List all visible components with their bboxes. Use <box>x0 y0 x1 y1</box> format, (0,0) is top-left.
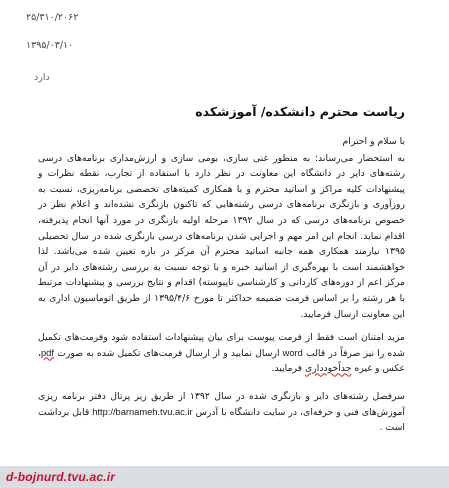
format-note-text-2: ارسال نمایید و از ارسال فرمت‌های تکمیل شده به صورت <box>57 347 280 359</box>
site-watermark: d-bojnurd.tvu.ac.ir <box>6 470 116 484</box>
format-note-text-3: ، عکس و غیره <box>38 347 405 375</box>
letter-paragraph-main: به استحضار می‌رساند: به منظور غنی سازی، بومی سازی و ارزش‌مداری برنامه‌های درسی رشته‌های دایر در دانشگاه این معاونت در نظر دارد با استفاده از تجارب، نقطه نظرات و پیشنهادات کلیه مراکز و اساتید محترم و با همکاری کمیته‌های تخصصی برنامه‌ریزی، نسبت به روزآوری و بازنگری برنامه‌های درسی رشته‌هایی که تاکنون بازنگری نشده‌اند و اعلام نظر در خصوص برنامه‌های درسی که در سال ۱۳۹۲ مرحله اولیه بازنگری در مورد آنها انجام پذیرفته، اقدام نماید. انجام این امر مهم و اجرایی شدن برنامه‌های درسی بازنگری شده در سال تحصیلی ۱۳۹۵ نیازمند همکاری همه جانبه اساتید محترم آن مرکز در بازه تعیین شده می‌باشد. لذا خواهشمند است با بهره‌گیری از اساتید خبره و با توجه نسبت به بررسی رشته‌های دایر در آن مرکز اعم از دوره‌های کاردانی و کارشناسی ناپیوسته) اقدام و نتایج بررسی و پیشنهادات مرتبط با هر رشته را بر اساس فرمت ضمیمه حداکثر تا مورخ ۱۳۹۵/۴/۶ از طریق اتوماسیون اداری به این معاونت ارسال فرمایید. <box>38 152 405 320</box>
format-note-text-1: مزید امتنان است فقط از فرمت پیوست برای بیان پیشنهادات استفاده شود وفرمت‌های تکمیل شده را نیز صرفاً در قالب <box>38 332 405 359</box>
letter-paragraph-syllabus <box>38 389 405 436</box>
format-note-text-4: فرمایید. <box>271 363 303 375</box>
letter-body <box>38 134 405 436</box>
letter-attachment-status: دارد <box>34 72 50 83</box>
letter-greeting: با سلام و احترام <box>342 136 405 147</box>
letter-paragraph-format-note <box>38 330 405 377</box>
letter-date: ۱۳۹۵/۰۳/۱۰ <box>26 40 74 51</box>
pdf-format-label: pdf <box>41 347 54 358</box>
letter-number: ۲۵/۳۱۰/۲۰۶۲ <box>26 12 79 23</box>
syllabus-text-1: سرفصل رشته‌های دایر و بازنگری شده در سال ۱۳۹۲ از طریق زیر پرتال دفتر برنامه ریزی آموزش‌های فنی و حرفه‌ای، در سایت دانشگاه با آدرس <box>38 390 405 418</box>
syllabus-text-2: قابل برداشت است . <box>38 406 405 434</box>
word-format-label: word <box>282 347 303 358</box>
letter-addressee-title: ریاست محترم دانشکده/ آموزشکده <box>195 104 405 119</box>
syllabus-url-link[interactable]: http://barnameh.tvu.ac.ir <box>92 406 193 417</box>
format-note-squiggle-word: جداًخودداری <box>305 363 352 375</box>
